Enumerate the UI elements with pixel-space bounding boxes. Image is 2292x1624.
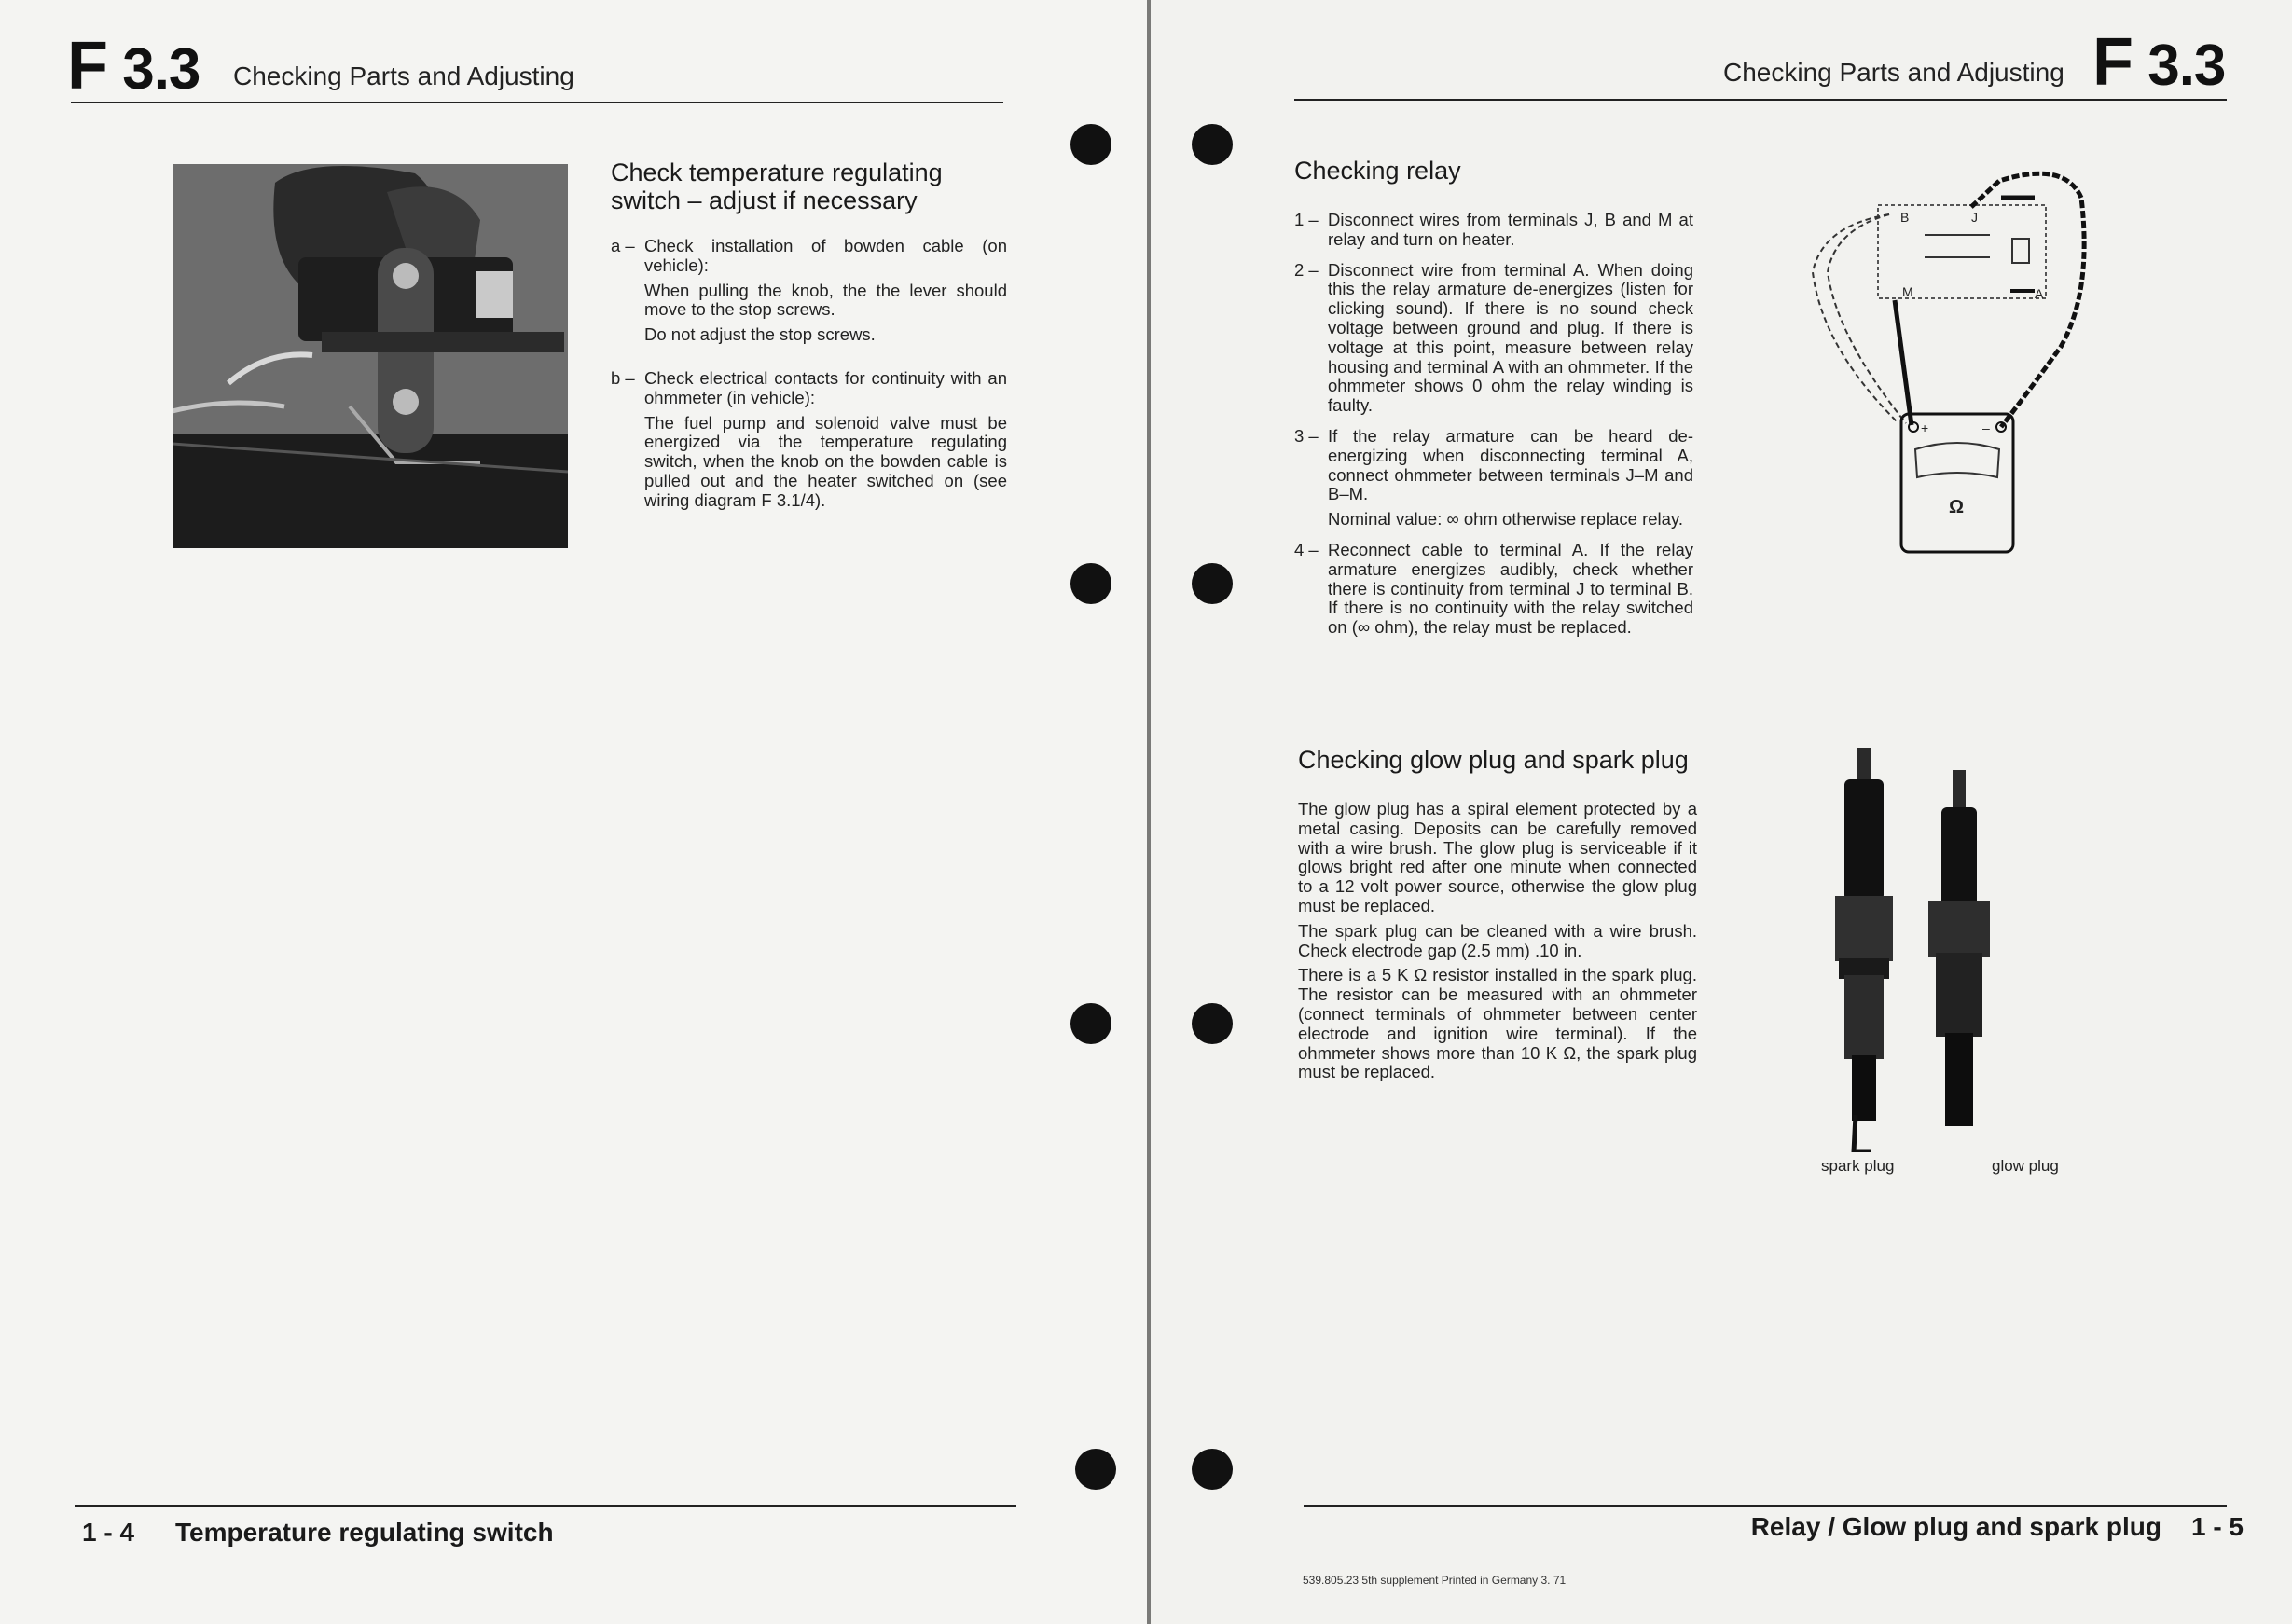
binder-hole [1192,1449,1233,1490]
terminal-a-label: A [2035,286,2044,301]
binder-hole [1192,124,1233,165]
relay-heading: Checking relay [1294,157,1461,185]
header-rule-left [71,102,1003,103]
print-line: 539.805.23 5th supplement Printed in Germany 3. 71 [1303,1574,1567,1587]
list-item: b – Check electrical contacts for continuity with an ohmmeter (in vehicle): The fuel pump and solenoid valve must be energized via the temperature regulating switch, when the knob on the bowden cable is pulled out and the heater switched on (see wiring diagram F 3.1/4). [611,367,1007,510]
binder-hole [1192,563,1233,604]
section-number-left: F 3.3 [67,29,200,103]
terminal-m-label: M [1902,284,1913,299]
binder-hole [1192,1003,1233,1044]
header-rule-right [1294,99,2227,101]
plus-label: + [1921,420,1929,435]
omega-label: Ω [1949,497,1965,517]
footer-title-right: Relay / Glow plug and spark plug [1750,1512,2161,1541]
minus-label: – [1982,420,1990,435]
binder-hole [1070,563,1111,604]
list-item: 4 – Reconnect cable to terminal A. If the relay armature energizes audibly, check whether there is continuity from terminal J to terminal B. If there is no continuity with the relay switched on (∞ ohm), the relay must be replaced. [1294,539,1693,638]
temp-switch-heading: Check temperature regulating switch – adjust if necessary [611,158,943,214]
spark-plug-caption: spark plug [1821,1157,1895,1175]
list-item: 3 – If the relay armature can be heard de-energizing when disconnecting terminal A, connect ohmmeter between terminals J–M and B–M. Nominal value: ∞ ohm otherwise replace relay. [1294,425,1693,530]
footer-rule-left [75,1505,1016,1507]
binder-hole [1070,124,1111,165]
terminal-b-label: B [1900,210,1910,225]
plugs-photo [1787,742,2038,1152]
footer-rule-right [1304,1505,2227,1507]
switch-photo [173,164,568,548]
list-item: a – Check installation of bowden cable (on vehicle): When pulling the knob, the the lever should move to the stop screws. Do not adjust the stop screws. [611,236,1007,345]
glow-plug-caption: glow plug [1992,1157,2059,1175]
glow-plug-text: The glow plug has a spiral element protected by a metal casing. Deposits can be carefully removed with a wire brush. The glow plug is serviceable if it glows bright red after one minute when connected to a 12 volt power source, otherwise the glow plug must be replaced. The spark plug can be cleaned with a wire brush. Check electrode gap (2.5 mm) .10 in. There is a 5 K Ω resistor installed in the spark plug. The resistor can be measured with an ohmmeter (connect terminals of ohmmeter between center electrode and ignition wire terminal). If the ohmmeter shows more than 10 K Ω, the spark plug must be replaced. [1298,799,1697,1082]
temp-switch-items [611,237,1007,522]
spark-plug-image [1835,748,1893,1152]
relay-ohmmeter-diagram [1785,160,2120,561]
section-number-right: F 3.3 [2092,25,2226,100]
terminal-j-label: J [1971,210,1978,225]
page-number-right: 1 - 5 [2190,1512,2244,1541]
relay-items [1294,211,1693,649]
list-item: 1 – Disconnect wires from terminals J, B and M at relay and turn on heater. [1294,210,1693,249]
glow-plug-heading: Checking glow plug and spark plug [1298,746,1689,774]
binder-hole [1075,1449,1116,1490]
list-item: 2 – Disconnect wire from terminal A. When doing this the relay armature de-energizes (listen for clicking sound). If there is no sound check voltage between ground and plug. If there is voltage at this point, measure between relay housing and terminal A with an ohmmeter. If the ohmmeter shows 0 ohm the relay winding is faulty. [1294,259,1693,416]
page-number-left: 1 - 4 [82,1518,135,1547]
header-title-right: Checking Parts and Adjusting [1723,58,2064,87]
footer-title-left: Temperature regulating switch [175,1518,554,1547]
header-title-left: Checking Parts and Adjusting [233,62,574,90]
right-page [1151,0,2292,1624]
footer-left [82,1518,554,1548]
glow-plug-image [1928,770,1990,1126]
binder-hole [1070,1003,1111,1044]
